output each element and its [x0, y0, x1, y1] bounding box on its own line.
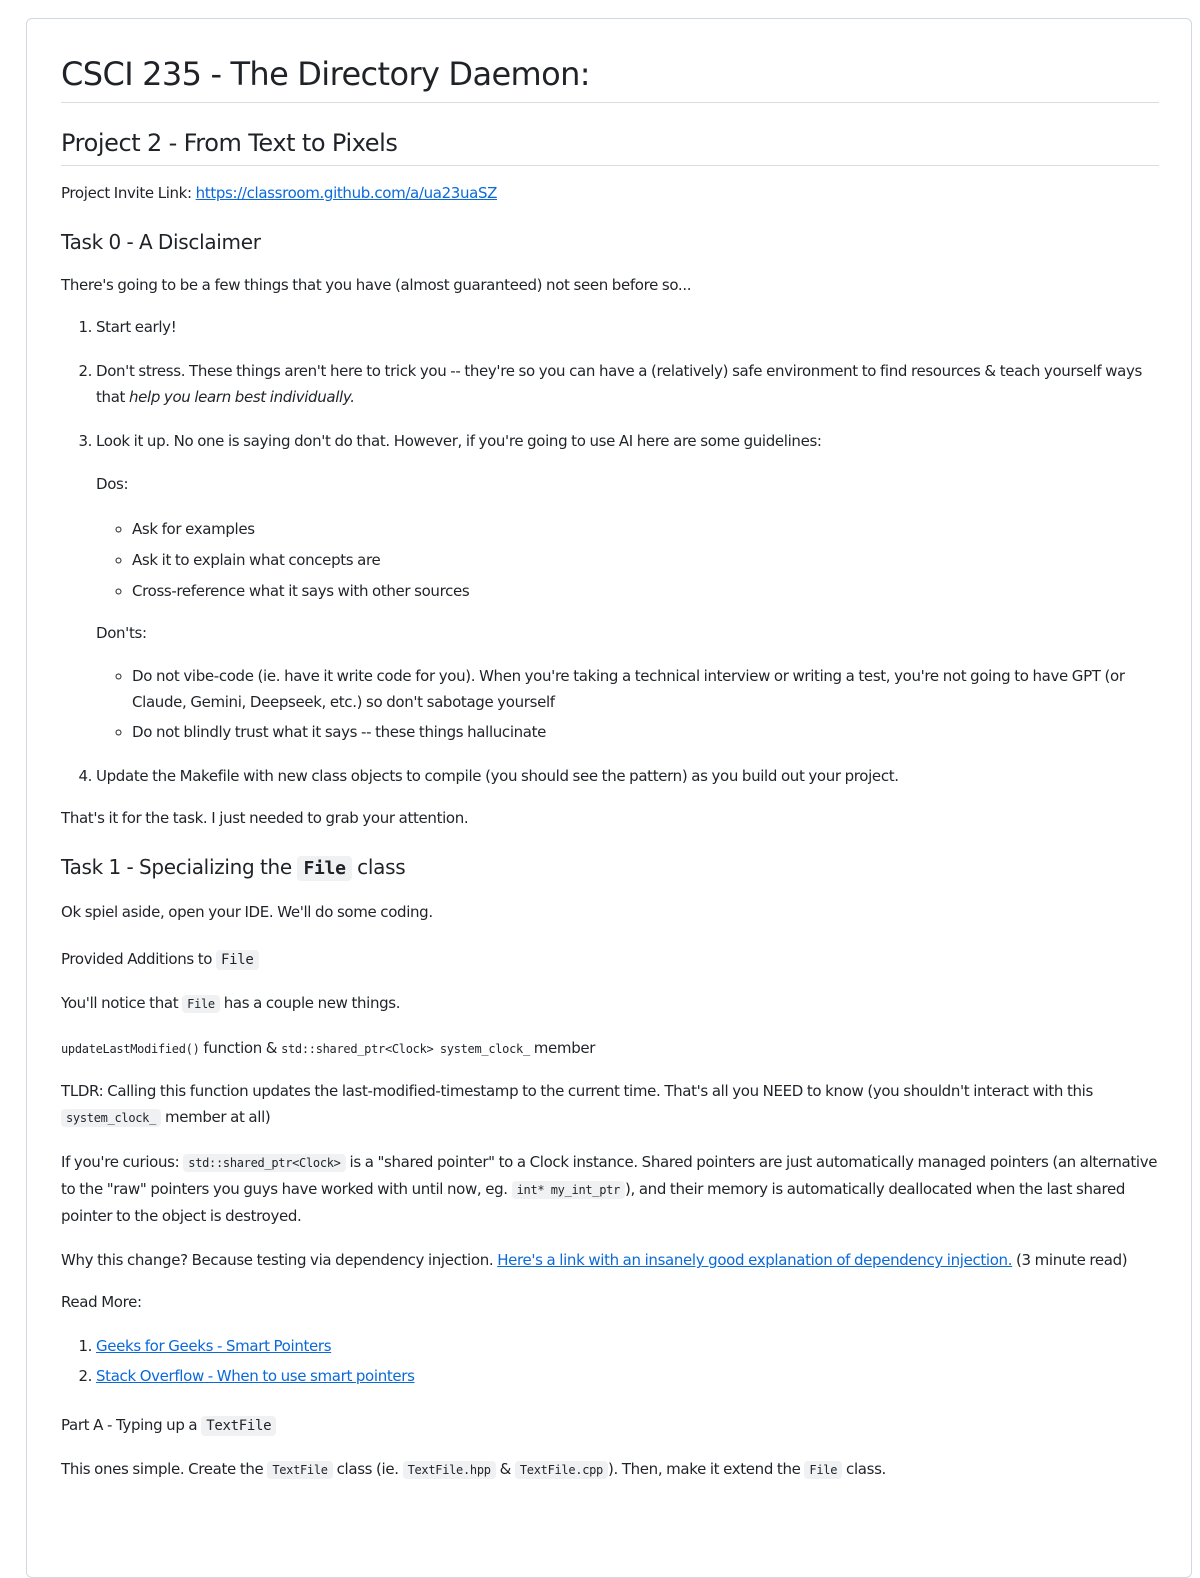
task0-heading: Task 0 - A Disclaimer: [61, 230, 261, 254]
dos-label: Dos:: [96, 475, 129, 493]
function-code: updateLastModified(): [61, 1042, 200, 1056]
curious-code-2: int* my_int_ptr: [512, 1181, 625, 1199]
curious-code: std::shared_ptr<Clock>: [183, 1154, 345, 1172]
curious-text: If you're curious:: [61, 1153, 184, 1171]
part-a-text: Part A - Typing up a: [61, 1416, 202, 1434]
donts-label: Don'ts:: [96, 624, 147, 642]
function-text: function &: [199, 1039, 282, 1057]
provided-additions-text: Provided Additions to: [61, 950, 217, 968]
why-text: Why this change? Because testing via dependency injection.: [61, 1251, 498, 1269]
task0-item-1-text: Start early!: [96, 318, 177, 336]
notice-text: You'll notice that: [61, 994, 183, 1012]
task0-item-3: [96, 428, 1159, 745]
why-paragraph: [61, 1247, 1159, 1273]
donts-item: ◦ Do not blindly trust what it says -- these things hallucinate: [132, 719, 1159, 745]
task0-item-4: [96, 763, 1159, 789]
dependency-injection-link[interactable]: Here's a link with an insanely good explanation of dependency injection.: [497, 1251, 1013, 1269]
simple-middle-text-2: ). Then, make it extend the: [607, 1460, 805, 1478]
task0-intro: There's going to be a few things that you have (almost guaranteed) not seen before so...: [61, 276, 692, 294]
read-more-item: [96, 1331, 1159, 1361]
project-subtitle: Project 2 - From Text to Pixels: [61, 127, 1159, 166]
invite-label: Project Invite Link:: [61, 184, 196, 202]
invite-link[interactable]: https://classroom.github.com/a/ua23uaSZ: [195, 184, 498, 202]
tldr-code: system_clock_: [61, 1109, 161, 1127]
task0-outro: That's it for the task. I just needed to grab your attention.: [61, 809, 469, 827]
function-paragraph: [61, 1035, 1159, 1062]
notice-suffix: has a couple new things.: [219, 994, 401, 1012]
tldr-paragraph: [61, 1078, 1159, 1131]
task0-item-1: [96, 314, 1159, 340]
stack-overflow-link[interactable]: Stack Overflow - When to use smart pointers: [96, 1367, 415, 1385]
provided-additions-code: File: [216, 950, 259, 970]
donts-list: [96, 663, 1159, 745]
textfile-cpp-code: TextFile.cpp: [515, 1461, 608, 1479]
dos-list: [96, 514, 1159, 607]
notice-code: File: [182, 995, 220, 1013]
curious-suffix: ), and their memory is automatically deallocated when the last shared pointer to the object is destroyed.: [61, 1180, 1126, 1225]
simple-paragraph: [61, 1456, 1159, 1483]
simple-middle-text: class (ie.: [332, 1460, 403, 1478]
dos-item: ◦ Cross-reference what it says with other sources: [132, 576, 1159, 607]
simple-suffix: class.: [842, 1460, 886, 1478]
why-suffix: (3 minute read): [1012, 1251, 1128, 1269]
part-a-heading: [61, 1413, 1159, 1438]
tldr-text: TLDR: Calling this function updates the last-modified-timestamp to the current time. That's all you NEED to know (you shouldn't interact with this: [61, 1082, 1093, 1100]
task1-heading: [61, 853, 1159, 883]
task0-list: [61, 314, 1159, 789]
curious-middle-text: is a "shared pointer" to a Clock instance. Shared pointers are just automatically managed pointers (an alternative to the "raw" pointers you guys have worked with until now, eg.: [61, 1153, 1158, 1198]
readme-content: [61, 40, 1159, 1483]
invite-paragraph: [61, 180, 1159, 206]
task0-item-2-emphasis: help you learn best individually.: [128, 388, 355, 406]
simple-text: This ones simple. Create the: [61, 1460, 268, 1478]
read-more-label: Read More:: [61, 1293, 142, 1311]
dos-item: ◦ Ask it to explain what concepts are: [132, 545, 1159, 576]
task0-item-2-text: Don't stress. These things aren't here to trick you -- they're so you can have a (relatively) safe environment to find resources & teach yourself ways that: [96, 362, 1143, 406]
ampersand-text: &: [495, 1460, 515, 1478]
task1-heading-text: Task 1 - Specializing the: [61, 855, 298, 879]
task0-item-3-text: Look it up. No one is saying don't do that. However, if you're going to use AI here are some guidelines:: [96, 432, 822, 450]
curious-paragraph: [61, 1149, 1159, 1229]
part-a-code: TextFile: [201, 1416, 276, 1436]
textfile-hpp-code: TextFile.hpp: [403, 1461, 496, 1479]
task0-item-4-text: Update the Makefile with new class objects to compile (you should see the pattern) as you build out your project.: [96, 767, 899, 785]
page-title: CSCI 235 - The Directory Daemon:: [61, 54, 1159, 103]
donts-item: ◦ Do not vibe-code (ie. have it write code for you). When you're taking a technical interview or writing a test, you're not going to have GPT (or Claude, Gemini, Deepseek, etc.) so don't sabotage yourself: [132, 663, 1159, 715]
notice-paragraph: [61, 990, 1159, 1017]
read-more-list: [61, 1331, 1159, 1391]
task1-heading-code: File: [297, 856, 351, 881]
task1-heading-suffix: class: [351, 855, 406, 879]
task0-item-2: [96, 358, 1159, 410]
textfile-code: TextFile: [267, 1461, 332, 1479]
task1-intro: Ok spiel aside, open your IDE. We'll do some coding.: [61, 903, 433, 921]
provided-additions-heading: [61, 947, 1159, 972]
member-suffix: member: [529, 1039, 596, 1057]
geeks-for-geeks-link[interactable]: Geeks for Geeks - Smart Pointers: [96, 1337, 332, 1355]
file-code: File: [804, 1461, 842, 1479]
read-more-item: [96, 1361, 1159, 1391]
member-code: std::shared_ptr<Clock> system_clock_: [281, 1042, 530, 1056]
tldr-suffix: member at all): [161, 1108, 271, 1126]
dos-item: ◦ Ask for examples: [132, 514, 1159, 545]
